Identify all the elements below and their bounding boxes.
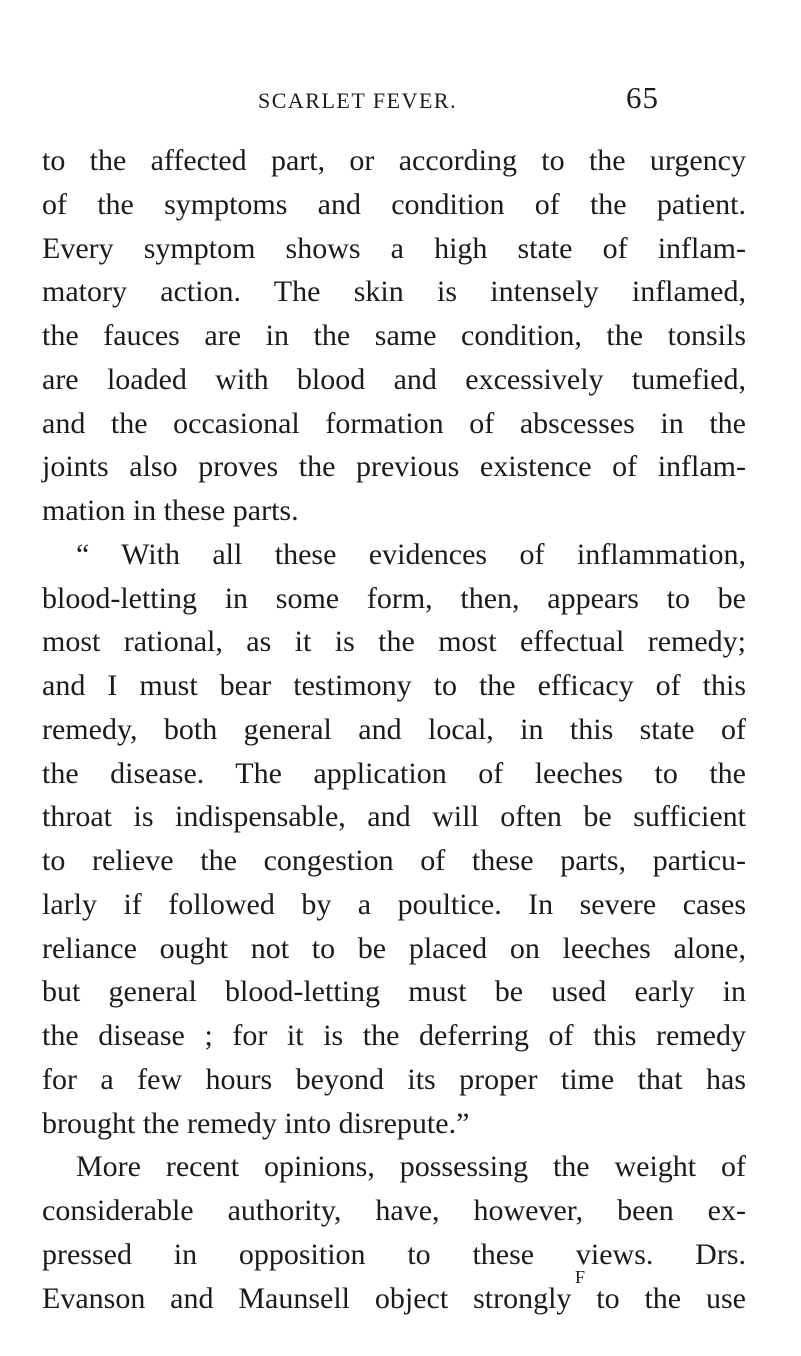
text-line: remedy, both general and local, in this state of [42, 712, 746, 746]
text-line: most rational, as it is the most effectual remedy; [42, 625, 746, 659]
text-line: the disease. The application of leeches to the [42, 756, 746, 790]
text-line: Every symptom shows a high state of inflam- [42, 231, 746, 265]
text-line: mation in these parts. [42, 494, 299, 527]
running-head [0, 80, 801, 128]
text-line: to the affected part, or according to the urgency [42, 144, 746, 177]
signature-mark: F [575, 1267, 587, 1287]
text-line: the disease ; for it is the deferring of this remedy [42, 1019, 746, 1052]
text-line: are loaded with blood and excessively tumefied, [42, 362, 746, 396]
text-line: More recent opinions, possessing the weight of [76, 1150, 746, 1184]
text-line: larly if followed by a poultice. In severe cases [42, 887, 746, 921]
text-line: of the symptoms and condition of the patient. [42, 187, 746, 221]
text-line: the fauces are in the same condition, the tonsils [42, 319, 746, 352]
text-line: Evanson and Maunsell object strongly to the use [42, 1281, 746, 1315]
text-line: matory action. The skin is intensely inflamed, [42, 275, 746, 309]
text-line: blood-letting in some form, then, appears to be [42, 581, 746, 615]
text-line: for a few hours beyond its proper time that has [42, 1062, 746, 1096]
text-line: brought the remedy into disrepute.” [42, 1106, 470, 1140]
text-line: considerable authority, have, however, been ex- [42, 1194, 746, 1227]
body-text [42, 139, 746, 1320]
text-line: joints also proves the previous existence of inflam- [42, 450, 746, 484]
text-line: “ With all these evidences of inflammation, [76, 537, 746, 571]
text-line: throat is indispensable, and will often be sufficient [42, 800, 746, 834]
text-line: and the occasional formation of abscesses in the [42, 406, 746, 440]
text-line: to relieve the congestion of these parts, particu- [42, 844, 746, 877]
running-head-title: SCARLET FEVER. [258, 88, 458, 113]
text-line: pressed in opposition to these views. Drs. [42, 1237, 746, 1271]
text-line: and I must bear testimony to the efficacy of this [42, 669, 746, 702]
text-line: reliance ought not to be placed on leeches alone, [42, 931, 746, 965]
page-number: 65 [626, 80, 659, 115]
text-line: but general blood-letting must be used early in [42, 975, 746, 1009]
